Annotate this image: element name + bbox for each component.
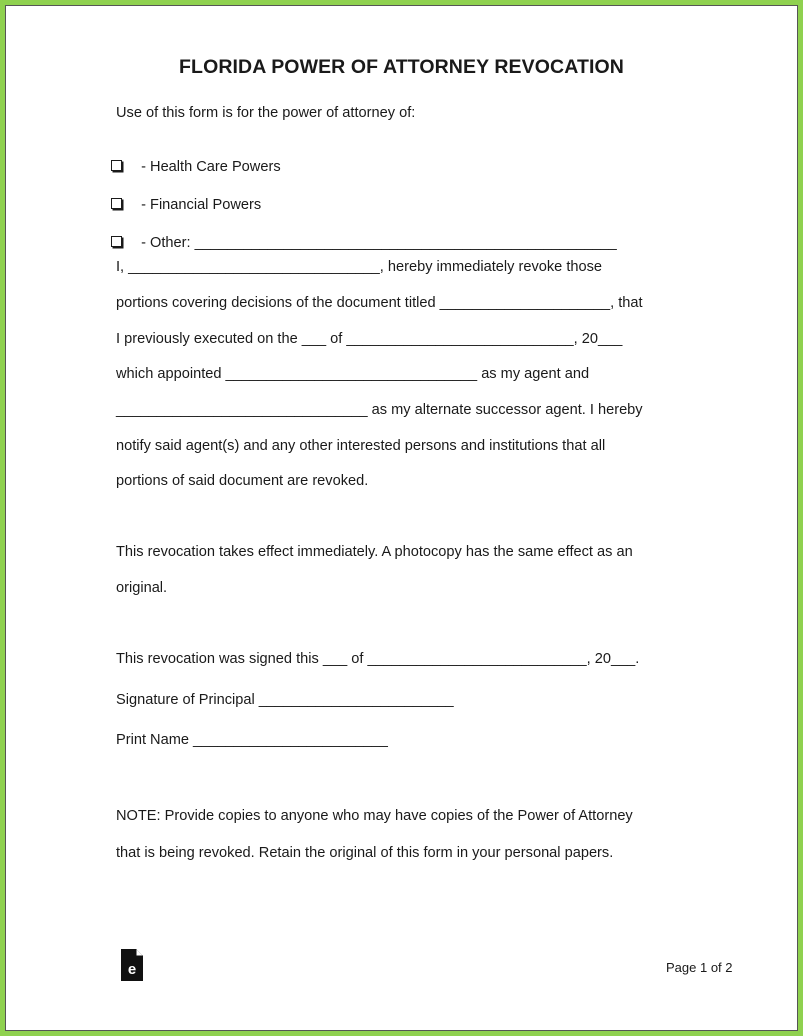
paragraph1-line: _______________________________ as my alternate successor agent. I hereby <box>116 402 643 418</box>
print-name-line: Print Name ________________________ <box>116 732 388 748</box>
option-label: - Other: ____________________________________________________ <box>141 235 617 251</box>
option-financial <box>103 181 261 213</box>
option-other <box>103 219 617 251</box>
checkbox-icon[interactable] <box>111 160 122 171</box>
svg-text:e: e <box>127 961 137 978</box>
note-line: that is being revoked. Retain the original of this form in your personal papers. <box>116 845 614 861</box>
paragraph1-line: portions of said document are revoked. <box>116 473 369 489</box>
option-label: - Financial Powers <box>141 197 262 213</box>
option-health-care <box>103 143 281 175</box>
paragraph1-line: I, _______________________________, hereby immediately revoke those <box>116 259 603 275</box>
page-number: Page 1 of 2 <box>666 960 733 975</box>
option-label: - Health Care Powers <box>141 159 281 175</box>
checkbox-icon[interactable] <box>111 198 122 209</box>
paragraph1-line: which appointed _______________________________ as my agent and <box>116 366 590 382</box>
paragraph1-line: notify said agent(s) and any other interested persons and institutions that all <box>116 438 606 454</box>
eforms-logo-icon <box>121 949 143 981</box>
signature-line: Signature of Principal ________________________ <box>116 692 454 708</box>
note-line: NOTE: Provide copies to anyone who may have copies of the Power of Attorney <box>116 808 633 824</box>
signed-date-line: This revocation was signed this ___ of ___________________________, 20___. <box>116 651 640 667</box>
paragraph2-line: original. <box>116 580 168 596</box>
document-title: FLORIDA POWER OF ATTORNEY REVOCATION <box>179 56 624 78</box>
paragraph1-line: I previously executed on the ___ of ____________________________, 20___ <box>116 331 623 347</box>
paragraph2-line: This revocation takes effect immediately. A photocopy has the same effect as an <box>116 544 633 560</box>
checkbox-icon[interactable] <box>111 236 122 247</box>
intro-text: Use of this form is for the power of attorney of: <box>116 105 416 121</box>
paragraph1-line: portions covering decisions of the document titled _____________________, that <box>116 295 643 311</box>
